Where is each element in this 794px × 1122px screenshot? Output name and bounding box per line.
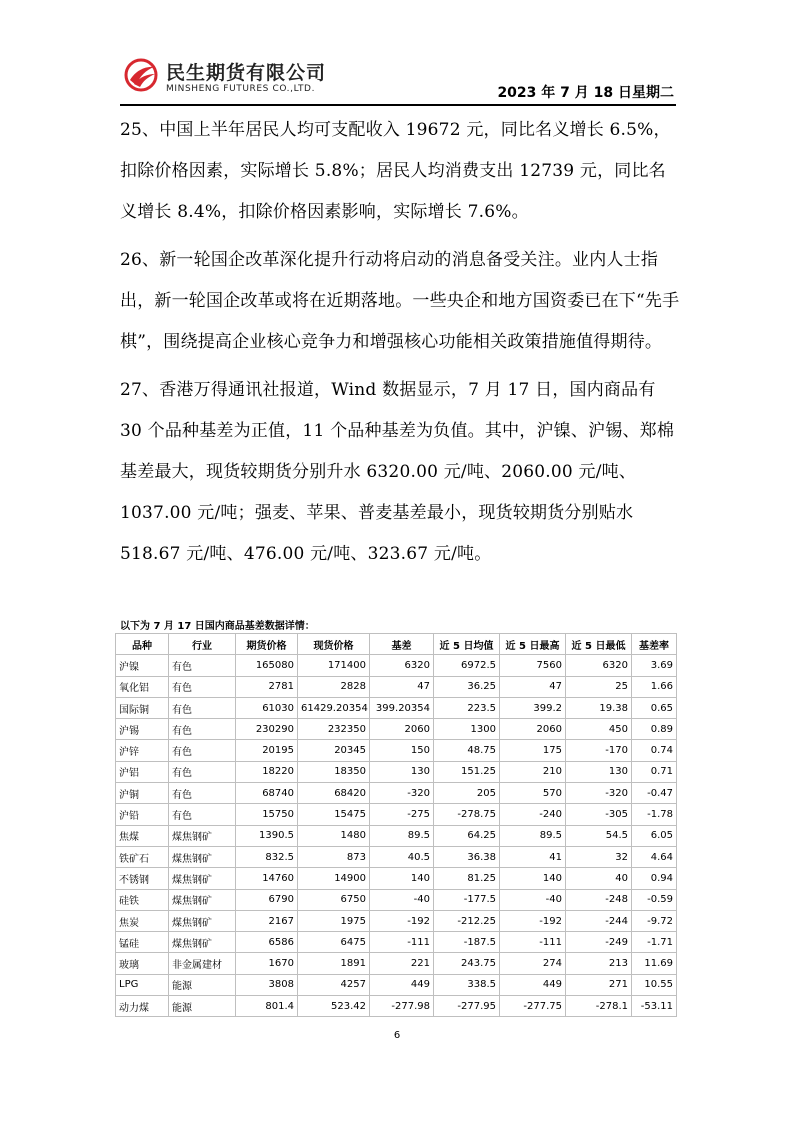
header-5day-avg: 近 5 日均值: [434, 634, 500, 655]
cell-spot-price: 1891: [298, 953, 370, 974]
table-body: [116, 655, 677, 1017]
cell-5day-high: 2060: [500, 719, 566, 740]
cell-basis: 2060: [370, 719, 434, 740]
cell-basis: 40.5: [370, 846, 434, 867]
cell-futures-price: 165080: [236, 655, 298, 676]
cell-basis-rate: -0.59: [632, 889, 677, 910]
page-header: [120, 52, 676, 104]
cell-variety: 锰硅: [116, 932, 169, 953]
cell-5day-low: 450: [566, 719, 632, 740]
cell-5day-high: 449: [500, 974, 566, 995]
table-row: [116, 804, 677, 825]
cell-basis-rate: 4.64: [632, 846, 677, 867]
minsheng-logo-icon: [124, 58, 158, 92]
cell-spot-price: 20345: [298, 740, 370, 761]
cell-industry: 有色: [169, 761, 236, 782]
logo-english-name: MINSHENG FUTURES CO.,LTD.: [166, 84, 316, 94]
cell-5day-avg: -187.5: [434, 932, 500, 953]
cell-basis: 47: [370, 676, 434, 697]
cell-futures-price: 14760: [236, 868, 298, 889]
cell-5day-avg: 338.5: [434, 974, 500, 995]
cell-basis-rate: 6.05: [632, 825, 677, 846]
cell-basis-rate: 0.89: [632, 719, 677, 740]
cell-5day-high: 175: [500, 740, 566, 761]
cell-5day-low: 271: [566, 974, 632, 995]
cell-futures-price: 18220: [236, 761, 298, 782]
cell-industry: 煤焦钢矿: [169, 889, 236, 910]
cell-basis: -40: [370, 889, 434, 910]
cell-5day-avg: 48.75: [434, 740, 500, 761]
cell-5day-low: -320: [566, 783, 632, 804]
header-variety: 品种: [116, 634, 169, 655]
cell-spot-price: 14900: [298, 868, 370, 889]
cell-industry: 煤焦钢矿: [169, 932, 236, 953]
cell-basis: -111: [370, 932, 434, 953]
cell-variety: 焦炭: [116, 910, 169, 931]
cell-5day-low: -244: [566, 910, 632, 931]
cell-5day-high: 47: [500, 676, 566, 697]
cell-5day-low: -305: [566, 804, 632, 825]
cell-5day-avg: -177.5: [434, 889, 500, 910]
cell-5day-avg: 81.25: [434, 868, 500, 889]
table-row: [116, 719, 677, 740]
cell-futures-price: 6790: [236, 889, 298, 910]
cell-5day-high: 274: [500, 953, 566, 974]
table-header-row: [116, 634, 677, 655]
cell-basis-rate: 3.69: [632, 655, 677, 676]
cell-5day-low: 40: [566, 868, 632, 889]
news-content: [120, 110, 680, 582]
cell-variety: 玻璃: [116, 953, 169, 974]
page-number: 6: [393, 1030, 401, 1041]
cell-5day-high: 89.5: [500, 825, 566, 846]
cell-basis: -277.98: [370, 996, 434, 1017]
cell-basis: 89.5: [370, 825, 434, 846]
cell-basis: 140: [370, 868, 434, 889]
cell-basis: 221: [370, 953, 434, 974]
cell-variety: 焦煤: [116, 825, 169, 846]
cell-variety: 动力煤: [116, 996, 169, 1017]
header-5day-high: 近 5 日最高: [500, 634, 566, 655]
cell-industry: 有色: [169, 676, 236, 697]
company-logo: [124, 56, 364, 102]
cell-5day-low: 19.38: [566, 697, 632, 718]
cell-spot-price: 2828: [298, 676, 370, 697]
cell-5day-avg: -277.95: [434, 996, 500, 1017]
cell-variety: 硅铁: [116, 889, 169, 910]
logo-chinese-name: 民生期货有限公司: [166, 62, 327, 84]
table-row: [116, 953, 677, 974]
table-title: 以下为 7 月 17 日国内商品基差数据详情：: [120, 621, 315, 632]
cell-5day-low: -249: [566, 932, 632, 953]
cell-5day-high: 570: [500, 783, 566, 804]
cell-spot-price: 523.42: [298, 996, 370, 1017]
cell-futures-price: 1390.5: [236, 825, 298, 846]
cell-basis: -192: [370, 910, 434, 931]
cell-basis: 130: [370, 761, 434, 782]
cell-spot-price: 171400: [298, 655, 370, 676]
header-basis: 基差: [370, 634, 434, 655]
report-date: 2023 年 7 月 18 日星期二: [497, 85, 674, 101]
cell-basis-rate: -1.78: [632, 804, 677, 825]
cell-industry: 煤焦钢矿: [169, 846, 236, 867]
cell-5day-low: 25: [566, 676, 632, 697]
cell-futures-price: 2781: [236, 676, 298, 697]
cell-5day-low: 130: [566, 761, 632, 782]
cell-spot-price: 6750: [298, 889, 370, 910]
cell-5day-avg: 64.25: [434, 825, 500, 846]
news-item-26: 26、新一轮国企改革深化提升行动将启动的消息备受关注。业内人士指出，新一轮国企改革或将在近期落地。一些央企和地方国资委已在下“先手棋”，围绕提高企业核心竞争力和增强核心功能相关政策措施值得期待。: [120, 250, 680, 352]
cell-futures-price: 68740: [236, 783, 298, 804]
cell-5day-avg: -278.75: [434, 804, 500, 825]
header-basis-rate: 基差率: [632, 634, 677, 655]
cell-basis: 399.20354: [370, 697, 434, 718]
cell-spot-price: 18350: [298, 761, 370, 782]
cell-5day-high: -192: [500, 910, 566, 931]
cell-spot-price: 68420: [298, 783, 370, 804]
cell-industry: 有色: [169, 740, 236, 761]
cell-basis-rate: 10.55: [632, 974, 677, 995]
cell-basis: -320: [370, 783, 434, 804]
news-item-25: 25、中国上半年居民人均可支配收入 19672 元，同比名义增长 6.5%，扣除价格因素，实际增长 5.8%；居民人均消费支出 12739 元，同比名义增长 8.4%，扣除价格因素影响，实际增长 7.6%。: [120, 120, 671, 222]
cell-industry: 煤焦钢矿: [169, 910, 236, 931]
cell-5day-avg: 1300: [434, 719, 500, 740]
cell-futures-price: 3808: [236, 974, 298, 995]
cell-basis-rate: 0.94: [632, 868, 677, 889]
cell-variety: 沪锡: [116, 719, 169, 740]
table-row: [116, 697, 677, 718]
cell-basis-rate: 0.65: [632, 697, 677, 718]
cell-5day-avg: 223.5: [434, 697, 500, 718]
cell-variety: 沪镍: [116, 655, 169, 676]
cell-futures-price: 20195: [236, 740, 298, 761]
cell-5day-high: -240: [500, 804, 566, 825]
basis-data-table: [115, 633, 677, 1017]
cell-5day-low: -248: [566, 889, 632, 910]
cell-futures-price: 61030: [236, 697, 298, 718]
cell-spot-price: 1480: [298, 825, 370, 846]
cell-spot-price: 1975: [298, 910, 370, 931]
cell-basis: 6320: [370, 655, 434, 676]
cell-futures-price: 15750: [236, 804, 298, 825]
cell-5day-avg: 151.25: [434, 761, 500, 782]
table-row: [116, 910, 677, 931]
cell-basis-rate: 0.74: [632, 740, 677, 761]
header-futures-price: 期货价格: [236, 634, 298, 655]
cell-5day-low: -278.1: [566, 996, 632, 1017]
cell-spot-price: 873: [298, 846, 370, 867]
header-divider: [120, 104, 676, 106]
cell-basis: 150: [370, 740, 434, 761]
cell-basis-rate: -1.71: [632, 932, 677, 953]
cell-variety: 氧化铝: [116, 676, 169, 697]
cell-5day-low: -170: [566, 740, 632, 761]
table-row: [116, 974, 677, 995]
table-row: [116, 868, 677, 889]
cell-industry: 有色: [169, 719, 236, 740]
cell-5day-avg: 205: [434, 783, 500, 804]
table-row: [116, 783, 677, 804]
cell-5day-low: 6320: [566, 655, 632, 676]
cell-variety: 沪铅: [116, 804, 169, 825]
table-row: [116, 846, 677, 867]
cell-futures-price: 1670: [236, 953, 298, 974]
cell-futures-price: 230290: [236, 719, 298, 740]
cell-variety: 沪铜: [116, 783, 169, 804]
cell-variety: 沪铝: [116, 761, 169, 782]
table-row: [116, 655, 677, 676]
header-spot-price: 现货价格: [298, 634, 370, 655]
cell-5day-high: 7560: [500, 655, 566, 676]
cell-5day-high: -111: [500, 932, 566, 953]
cell-5day-high: 210: [500, 761, 566, 782]
header-5day-low: 近 5 日最低: [566, 634, 632, 655]
cell-5day-high: 41: [500, 846, 566, 867]
cell-basis-rate: -0.47: [632, 783, 677, 804]
cell-5day-high: 399.2: [500, 697, 566, 718]
table-row: [116, 932, 677, 953]
cell-5day-low: 32: [566, 846, 632, 867]
cell-5day-low: 54.5: [566, 825, 632, 846]
cell-spot-price: 232350: [298, 719, 370, 740]
cell-futures-price: 2167: [236, 910, 298, 931]
cell-spot-price: 61429.20354: [298, 697, 370, 718]
cell-industry: 能源: [169, 996, 236, 1017]
table-row: [116, 761, 677, 782]
cell-5day-high: -40: [500, 889, 566, 910]
table-row: [116, 825, 677, 846]
cell-variety: LPG: [116, 974, 169, 995]
cell-basis-rate: 1.66: [632, 676, 677, 697]
cell-futures-price: 801.4: [236, 996, 298, 1017]
cell-5day-low: 213: [566, 953, 632, 974]
cell-spot-price: 6475: [298, 932, 370, 953]
cell-futures-price: 832.5: [236, 846, 298, 867]
table-row: [116, 740, 677, 761]
table-row: [116, 889, 677, 910]
cell-industry: 煤焦钢矿: [169, 868, 236, 889]
cell-spot-price: 4257: [298, 974, 370, 995]
cell-industry: 有色: [169, 655, 236, 676]
header-industry: 行业: [169, 634, 236, 655]
cell-industry: 有色: [169, 783, 236, 804]
cell-basis-rate: -9.72: [632, 910, 677, 931]
table-row: [116, 996, 677, 1017]
cell-variety: 沪锌: [116, 740, 169, 761]
cell-5day-high: -277.75: [500, 996, 566, 1017]
cell-5day-high: 140: [500, 868, 566, 889]
cell-basis-rate: 11.69: [632, 953, 677, 974]
cell-basis: -275: [370, 804, 434, 825]
cell-futures-price: 6586: [236, 932, 298, 953]
cell-basis-rate: 0.71: [632, 761, 677, 782]
cell-variety: 国际铜: [116, 697, 169, 718]
cell-5day-avg: 36.38: [434, 846, 500, 867]
cell-industry: 有色: [169, 697, 236, 718]
cell-basis-rate: -53.11: [632, 996, 677, 1017]
cell-industry: 能源: [169, 974, 236, 995]
table-row: [116, 676, 677, 697]
cell-industry: 有色: [169, 804, 236, 825]
cell-variety: 不锈钢: [116, 868, 169, 889]
cell-5day-avg: 6972.5: [434, 655, 500, 676]
cell-basis: 449: [370, 974, 434, 995]
cell-5day-avg: 243.75: [434, 953, 500, 974]
news-item-27: 27、香港万得通讯社报道，Wind 数据显示，7 月 17 日，国内商品有 30 个品种基差为正值，11 个品种基差为负值。其中，沪镍、沪锡、郑棉基差最大，现货较期货分别升水 6320.00 元/吨、2060.00 元/吨、1037.00 元/吨；强麦、苹果、普麦基差最小，现货较期货分别贴水 518.67 元/吨、476.00 元/吨、323.67 元/吨。: [120, 380, 675, 564]
cell-variety: 铁矿石: [116, 846, 169, 867]
cell-industry: 煤焦钢矿: [169, 825, 236, 846]
cell-5day-avg: -212.25: [434, 910, 500, 931]
cell-spot-price: 15475: [298, 804, 370, 825]
cell-5day-avg: 36.25: [434, 676, 500, 697]
cell-industry: 非金属建材: [169, 953, 236, 974]
